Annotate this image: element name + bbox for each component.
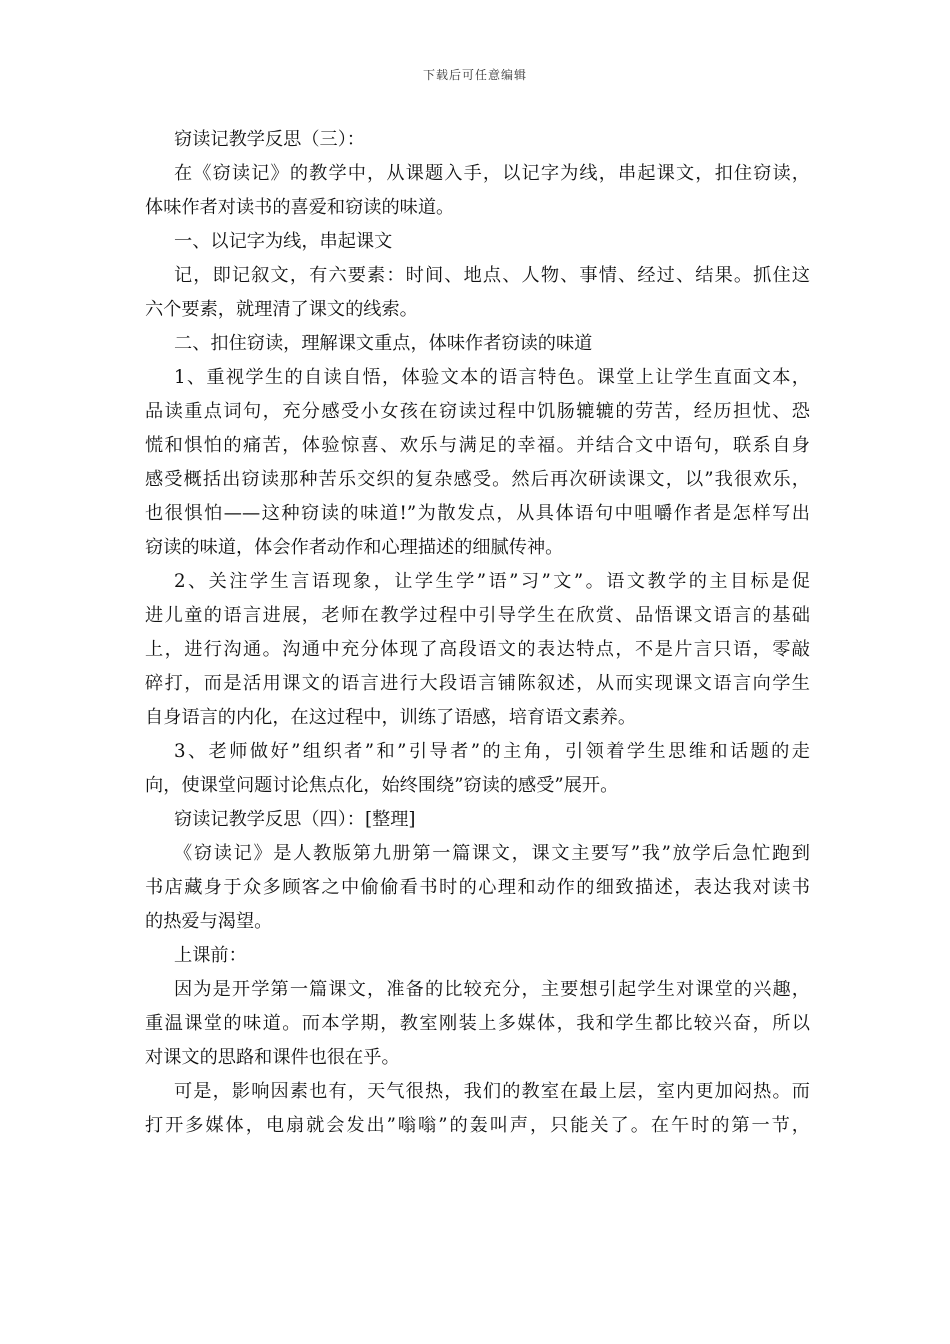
text-line: 《窃读记》是人教版第九册第一篇课文，课文主要写”我”放学后急忙跑到 [174,843,810,864]
text-line: 窃读的味道，体会作者动作和心理描述的细腻传神。 [145,537,564,558]
text-line: 进儿童的语言进展，老师在教学过程中引导学生在欣赏、品悟课文语言的基础 [145,605,810,626]
text-line: 的热爱与渴望。 [145,911,273,932]
text-line: 对课文的思路和课件也很在乎。 [145,1047,400,1068]
text-line: 3、老师做好”组织者”和”引导者”的主角，引领着学生思维和话题的走 [174,741,810,762]
text-line: 慌和惧怕的痛苦，体验惊喜、欢乐与满足的幸福。并结合文中语句，联系自身 [145,435,810,456]
text-line: 书店藏身于众多顾客之中偷偷看书时的心理和动作的细致描述，表达我对读书 [145,877,810,898]
text-line: 上课前： [174,945,247,966]
text-line: 体味作者对读书的喜爱和窃读的味道。 [145,197,455,218]
text-line: 2、关注学生言语现象，让学生学”语”习”文”。语文教学的主目标是促 [174,571,810,592]
page-header: 下载后可任意编辑 [422,68,527,82]
text-line: 1、重视学生的自读自悟，体验文本的语言特色。课堂上让学生直面文本， [174,367,810,388]
text-line: 窃读记教学反思（三）： [174,129,365,150]
text-line: 二、扣住窃读，理解课文重点，体味作者窃读的味道 [174,333,593,354]
text-line: 六个要素，就理清了课文的线索。 [145,299,418,320]
text-line: 感受概括出窃读那种苦乐交织的复杂感受。然后再次研读课文，以”我很欢乐， [145,469,810,490]
text-line: 重温课堂的味道。而本学期，教室刚装上多媒体，我和学生都比较兴奋，所以 [145,1013,810,1034]
text-line: 自身语言的内化，在这过程中，训练了语感，培育语文素养。 [145,707,637,728]
text-line: 也很惧怕——这种窃读的味道!”为散发点，从具体语句中咀嚼作者是怎样写出 [145,503,810,524]
text-line: 向，使课堂问题讨论焦点化，始终围绕”窃读的感受”展开。 [145,775,619,796]
text-line: 打开多媒体，电扇就会发出”嗡嗡”的轰叫声，只能关了。在午时的第一节， [145,1115,810,1136]
document-body [145,123,810,1143]
text-line: 记，即记叙文，有六要素：时间、地点、人物、事情、经过、结果。抓住这 [174,265,810,286]
text-line: 因为是开学第一篇课文，准备的比较充分，主要想引起学生对课堂的兴趣， [174,979,810,1000]
text-line: 在《窃读记》的教学中，从课题入手，以记字为线，串起课文，扣住窃读， [174,163,810,184]
text-line: 窃读记教学反思（四）：[整理] [174,809,416,830]
text-line: 品读重点词句，充分感受小女孩在窃读过程中饥肠辘辘的劳苦，经历担忧、恐 [145,401,810,422]
text-line: 可是，影响因素也有，天气很热，我们的教室在最上层，室内更加闷热。而 [174,1081,810,1102]
text-line: 上，进行沟通。沟通中充分体现了高段语文的表达特点，不是片言只语，零敲 [145,639,810,660]
text-line: 碎打，而是活用课文的语言进行大段语言铺陈叙述，从而实现课文语言向学生 [145,673,810,694]
text-line: 一、以记字为线，串起课文 [174,231,393,252]
